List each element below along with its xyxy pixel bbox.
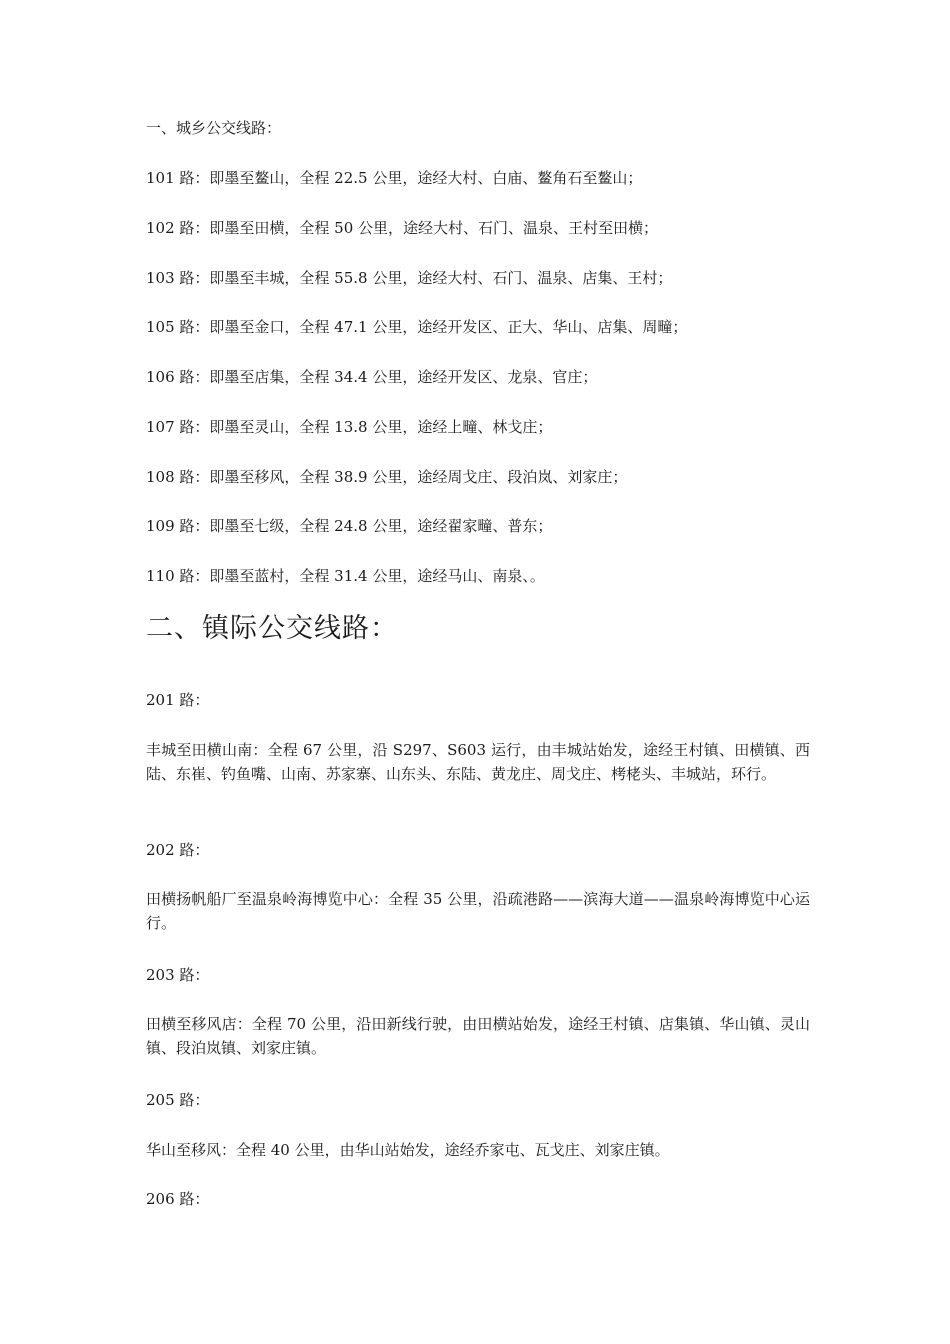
route-205-description: 华山至移风：全程 40 公里，由华山站始发，途经乔家屯、瓦戈庄、刘家庄镇。: [146, 1141, 670, 1159]
route-203-title: 203 路：: [146, 966, 210, 984]
route-109: 109 路：即墨至七级，全程 24.8 公里，途经翟家疃、普东；: [146, 517, 553, 535]
route-101: 101 路：即墨至鳌山，全程 22.5 公里，途经大村、白庙、鳌角石至鳌山；: [146, 169, 643, 187]
route-202-description: 田横扬帆船厂至温泉岭海博览中心：全程 35 公里，沿疏港路——滨海大道——温泉岭海博览中心运行。: [146, 890, 810, 932]
route-103: 103 路：即墨至丰城，全程 55.8 公里，途经大村、石门、温泉、店集、王村；: [146, 269, 673, 287]
section2-heading: 二、镇际公交线路：: [146, 613, 398, 644]
section1-heading: 一、城乡公交线路：: [146, 119, 282, 137]
route-105: 105 路：即墨至金口，全程 47.1 公里，途经开发区、正大、华山、店集、周疃；: [146, 318, 688, 336]
route-110: 110 路：即墨至蓝村，全程 31.4 公里，途经马山、南泉、。: [146, 567, 545, 585]
route-206-title: 206 路：: [146, 1190, 210, 1208]
route-202-title: 202 路：: [146, 841, 210, 859]
route-201-title: 201 路：: [146, 691, 210, 709]
route-106: 106 路：即墨至店集，全程 34.4 公里，途经开发区、龙泉、官庄；: [146, 368, 598, 386]
route-205-title: 205 路：: [146, 1091, 210, 1109]
route-108: 108 路：即墨至移风，全程 38.9 公里，途经周戈庄、段泊岚、刘家庄；: [146, 468, 628, 486]
route-201-description: 丰城至田横山南：全程 67 公里，沿 S297、S603 运行，由丰城站始发，途经王村镇、田横镇、西陆、东崔、钓鱼嘴、山南、苏家寨、山东头、东陆、黄龙庄、周戈庄、栲栳头、丰城站，环行。: [146, 741, 810, 783]
route-107: 107 路：即墨至灵山，全程 13.8 公里，途经上疃、林戈庄；: [146, 418, 553, 436]
route-102: 102 路：即墨至田横，全程 50 公里，途经大村、石门、温泉、王村至田横；: [146, 219, 659, 237]
route-203-description: 田横至移风店：全程 70 公里，沿田新线行驶，由田横站始发，途经王村镇、店集镇、华山镇、灵山镇、段泊岚镇、刘家庄镇。: [146, 1015, 810, 1057]
